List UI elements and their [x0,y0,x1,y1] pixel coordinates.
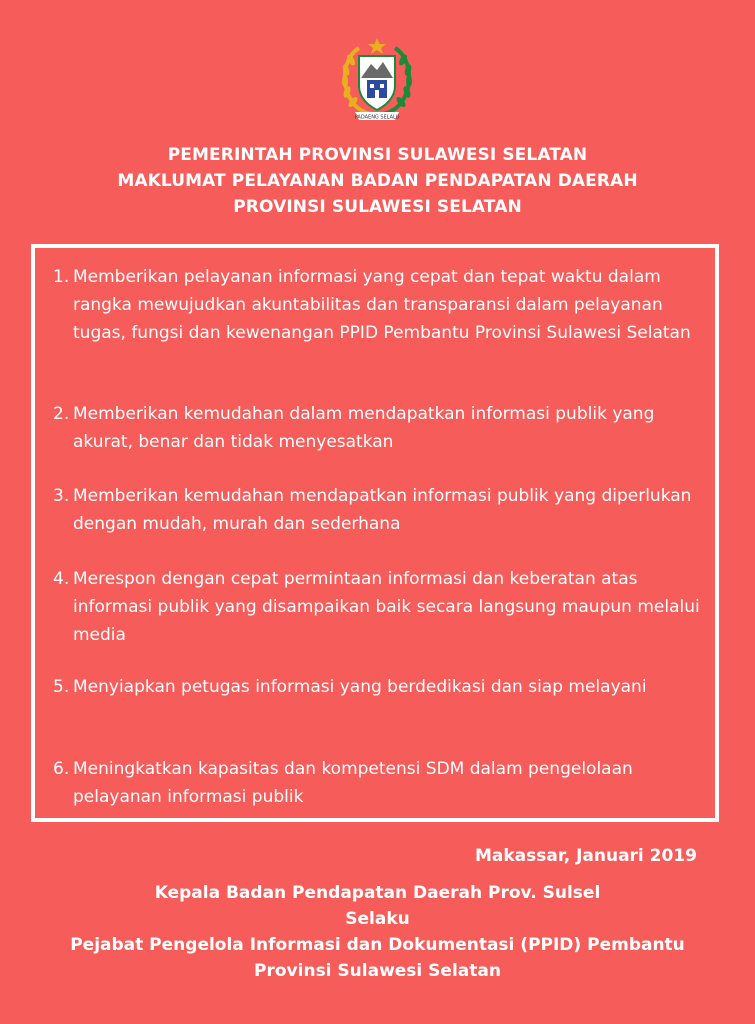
list-item [53,482,713,538]
list-item [53,263,713,347]
item-text: Merespon dengan cepat permintaan informasi dan keberatan atas informasi publik yang disampaikan baik secara langsung maupun melalui media [73,569,700,645]
signatory-line-1: Kepala Badan Pendapatan Daerah Prov. Sulsel [154,883,601,903]
list-item [53,755,713,811]
item-number: 6. [53,759,70,779]
list-item [53,565,713,649]
signatory-line-4: Provinsi Sulawesi Selatan [254,961,501,981]
header-line-1: PEMERINTAH PROVINSI SULAWESI SELATAN [167,145,588,165]
signatory-line-2: Selaku [345,909,410,929]
list-item [53,400,713,456]
document-date: Makassar, Januari 2019 [474,846,697,866]
item-text: Memberikan kemudahan mendapatkan informasi publik yang diperlukan dengan mudah, murah dan sederhana [73,486,692,534]
header-line-2: MAKLUMAT PELAYANAN BADAN PENDAPATAN DAERAH [117,171,638,191]
item-text: Memberikan pelayanan informasi yang cepat dan tepat waktu dalam rangka mewujudkan akuntabilitas dan transparansi dalam pelayanan tugas, fungsi dan kewenangan PPID Pembantu Provinsi Sulawesi Selatan [73,267,691,343]
provincial-emblem-icon [337,36,417,126]
list-item [53,673,713,701]
item-number: 5. [53,677,70,697]
item-number: 3. [53,486,70,506]
emblem-motto: PADAENG SELALU [354,114,400,121]
item-number: 1. [53,267,70,287]
header-line-3: PROVINSI SULAWESI SELATAN [233,197,522,217]
item-text: Meningkatkan kapasitas dan kompetensi SDM dalam pengelolaan pelayanan informasi publik [73,759,633,807]
signatory-block [0,880,755,984]
item-text: Memberikan kemudahan dalam mendapatkan informasi publik yang akurat, benar dan tidak menyesatkan [73,404,655,452]
signatory-line-3: Pejabat Pengelola Informasi dan Dokumentasi (PPID) Pembantu [70,935,685,955]
item-text: Menyiapkan petugas informasi yang berdedikasi dan siap melayani [73,677,647,697]
item-number: 2. [53,404,70,424]
page-title [0,142,755,220]
item-number: 4. [53,569,70,589]
